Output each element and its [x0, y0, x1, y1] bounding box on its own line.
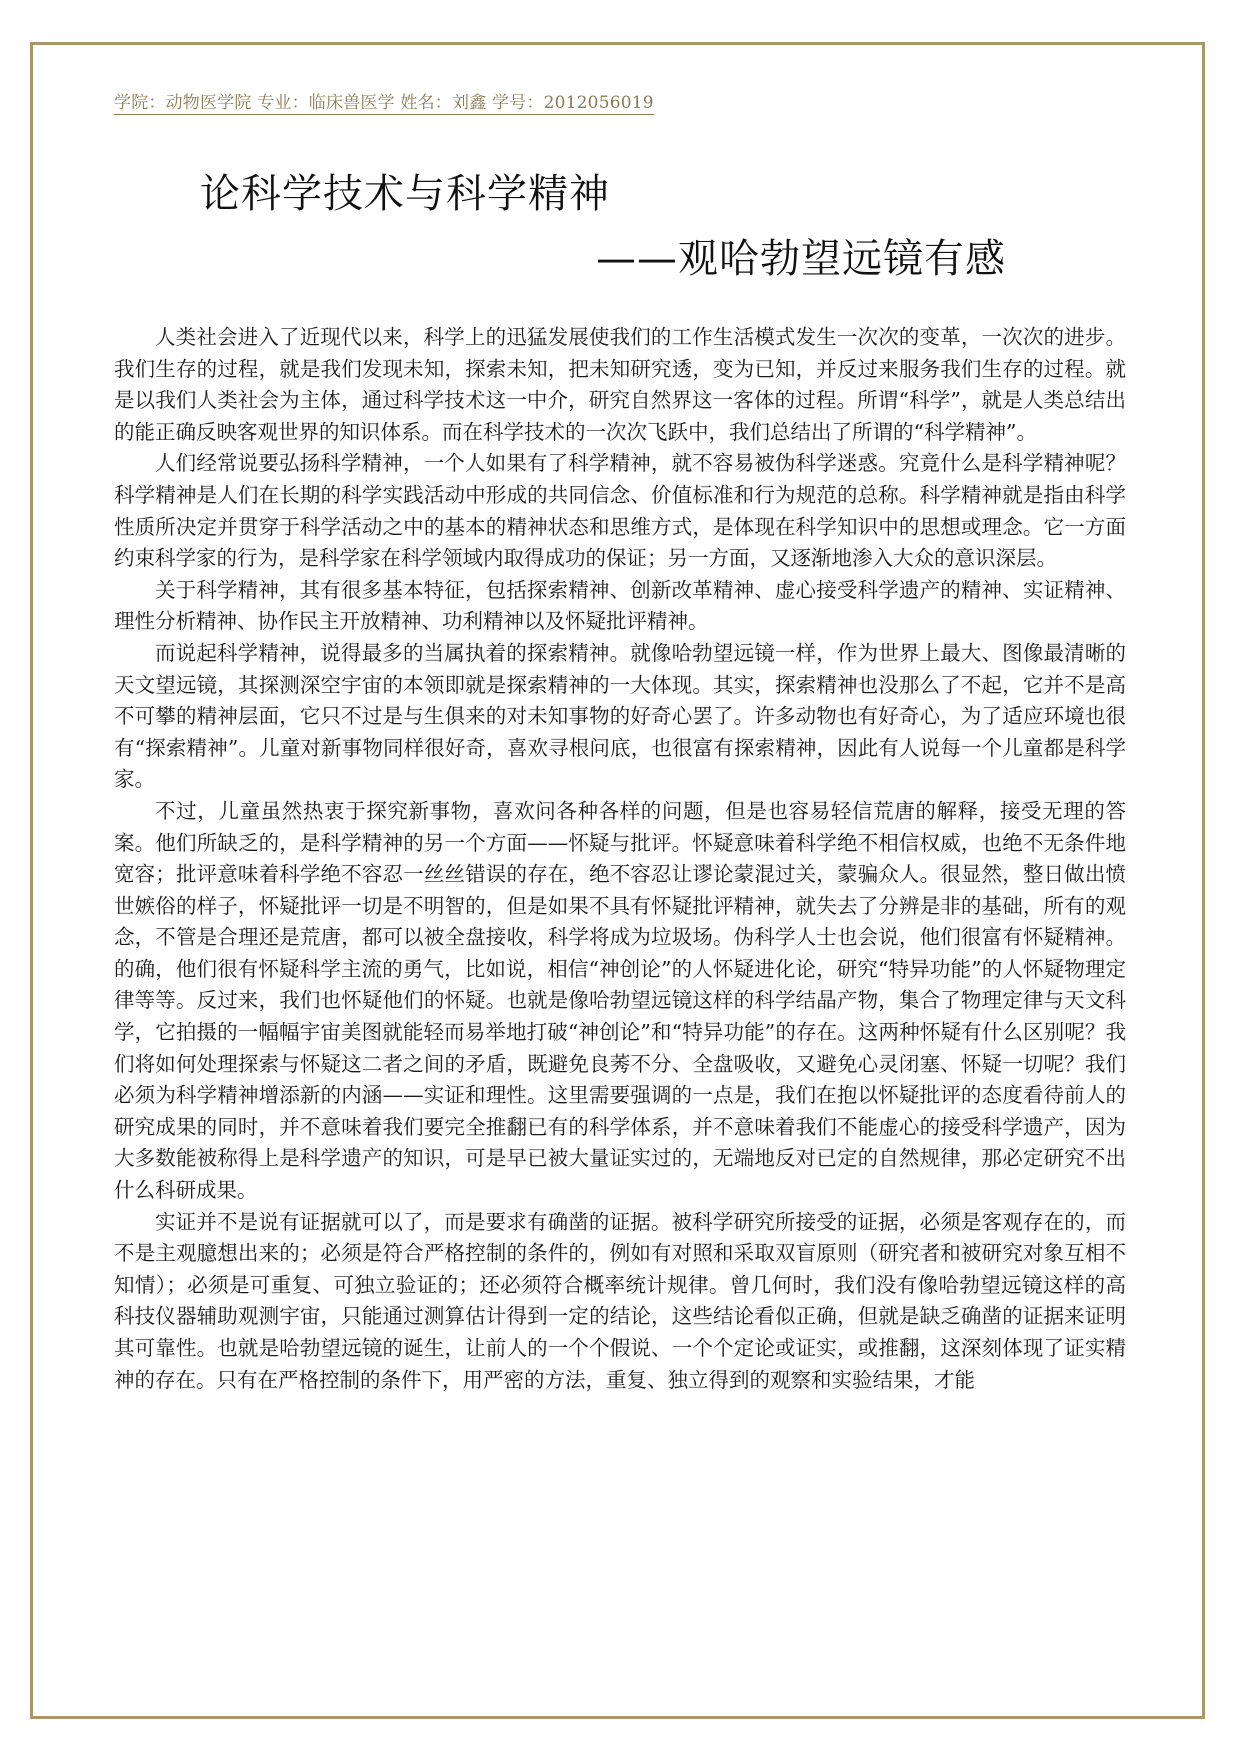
paragraph: 不过，儿童虽然热衷于探究新事物，喜欢问各种各样的问题，但是也容易轻信荒唐的解释，接受无理的答案。他们所缺乏的，是科学精神的另一个方面——怀疑与批评。怀疑意味着科学绝不相信权威，也绝不无条件地宽容；批评意味着科学绝不容忍一丝丝错误的存在，绝不容忍让谬论蒙混过关，蒙骗众人。很显然，整日做出愤世嫉俗的样子，怀疑批评一切是不明智的，但是如果不具有怀疑批评精神，就失去了分辨是非的基础，所有的观念，不管是合理还是荒唐，都可以被全盘接收，科学将成为垃圾场。伪科学人士也会说，他们很富有怀疑精神。的确，他们很有怀疑科学主流的勇气，比如说，相信“神创论”的人怀疑进化论，研究“特异功能”的人怀疑物理定律等等。反过来，我们也怀疑他们的怀疑。也就是像哈勃望远镜这样的科学结晶产物，集合了物理定律与天文科学，它拍摄的一幅幅宇宙美图就能轻而易举地打破“神创论”和“特异功能”的存在。这两种怀疑有什么区别呢？我们将如何处理探索与怀疑这二者之间的矛盾，既避免良莠不分、全盘吸收，又避免心灵闭塞、怀疑一切呢？我们必须为科学精神增添新的内涵——实证和理性。这里需要强调的一点是，我们在抱以怀疑批评的态度看待前人的研究成果的同时，并不意味着我们要完全推翻已有的科学体系，并不意味着我们不能虚心的接受科学遗产，因为大多数能被称得上是科学遗产的知识，可是早已被大量证实过的，无端地反对已定的自然规律，那必定研究不出什么科研成果。	[114, 798, 1126, 1203]
paragraph: 人们经常说要弘扬科学精神，一个人如果有了科学精神，就不容易被伪科学迷惑。究竟什么是科学精神呢？科学精神是人们在长期的科学实践活动中形成的共同信念、价值标准和行为规范的总称。科学精神就是指由科学性质所决定并贯穿于科学活动之中的基本的精神状态和思维方式，是体现在科学知识中的思想或理念。它一方面约束科学家的行为，是科学家在科学领域内取得成功的保证；另一方面，又逐渐地渗入大众的意识深层。	[114, 451, 1126, 571]
paragraph: 而说起科学精神，说得最多的当属执着的探索精神。就像哈勃望远镜一样，作为世界上最大、图像最清晰的天文望远镜，其探测深空宇宙的本领即就是探索精神的一大体现。其实，探索精神也没那么了不起，它并不是高不可攀的精神层面，它只不过是与生俱来的对未知事物的好奇心罢了。许多动物也有好奇心，为了适应环境也很有“探索精神”。儿童对新事物同样很好奇，喜欢寻根问底，也很富有探索精神，因此有人说每一个儿童都是科学家。	[114, 640, 1126, 792]
document-title: 论科学技术与科学精神	[200, 171, 610, 217]
paragraph: 人类社会进入了近现代以来，科学上的迅猛发展使我们的工作生活模式发生一次次的变革，一次次的进步。我们生存的过程，就是我们发现未知，探索未知，把未知研究透，变为已知，并反过来服务我们生存的过程。就是以我们人类社会为主体，通过科学技术这一中介，研究自然界这一客体的过程。所谓“科学”，就是人类总结出的能正确反映客观世界的知识体系。而在科学技术的一次次飞跃中，我们总结出了所谓的“科学精神”。	[114, 325, 1126, 444]
paragraph: 实证并不是说有证据就可以了，而是要求有确凿的证据。被科学研究所接受的证据，必须是客观存在的，而不是主观臆想出来的；必须是符合严格控制的条件的，例如有对照和采取双盲原则（研究者和被研究对象互相不知情）；必须是可重复、可独立验证的；还必须符合概率统计规律。曾几何时，我们没有像哈勃望远镜这样的高科技仪器辅助观测宇宙，只能通过测算估计得到一定的结论，这些结论看似正确，但就是缺乏确凿的证据来证明其可靠性。也就是哈勃望远镜的诞生，让前人的一个个假说、一个个定论或证实，或推翻，这深刻体现了证实精神的存在。只有在严格控制的条件下，用严密的方法，重复、独立得到的观察和实验结果，才能	[114, 1209, 1126, 1392]
paragraph: 关于科学精神，其有很多基本特征，包括探索精神、创新改革精神、虚心接受科学遗产的精神、实证精神、理性分析精神、协作民主开放精神、功利精神以及怀疑批评精神。	[114, 577, 1126, 634]
essay-body	[114, 322, 1126, 1396]
student-info-header: 学院：动物医学院 专业：临床兽医学 姓名：刘鑫 学号：2012056019	[114, 88, 654, 115]
document-subtitle: ——观哈勃望远镜有感	[596, 236, 1006, 282]
